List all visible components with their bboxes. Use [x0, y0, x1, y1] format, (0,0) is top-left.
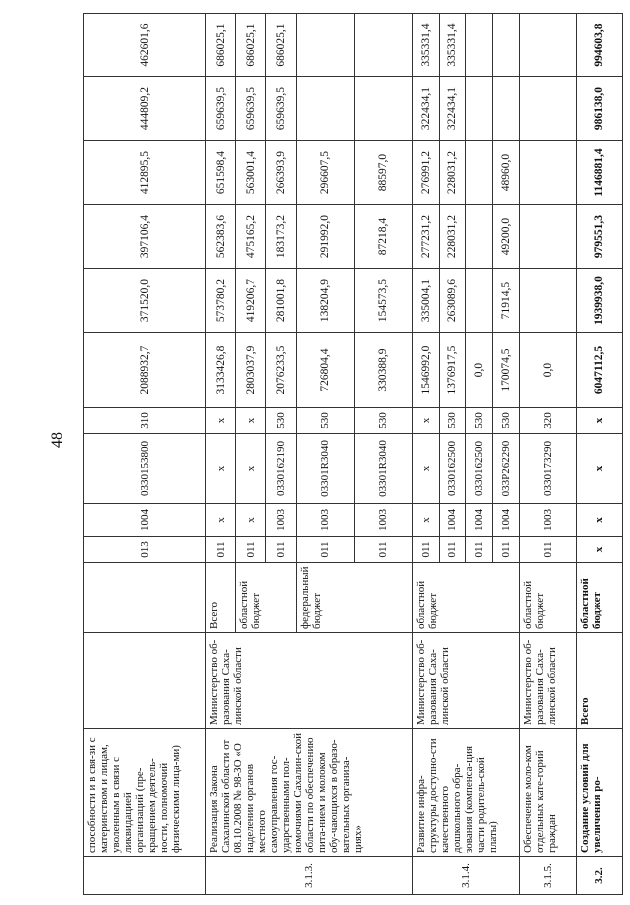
- rzpr-code: 1004: [84, 504, 206, 537]
- grbs-code: 011: [206, 537, 236, 563]
- value-2014: [520, 269, 577, 333]
- value-2015: 277231,2: [412, 205, 439, 269]
- rzpr-code: х: [576, 504, 622, 537]
- csr-code: х: [206, 434, 236, 504]
- value-2016: 1146881,4: [576, 141, 622, 205]
- csr-code: х: [236, 434, 266, 504]
- value-2017: 659639,5: [236, 77, 266, 141]
- rzpr-code: 1003: [266, 504, 296, 537]
- vr-code: х: [206, 408, 236, 434]
- total-value: 1546992,0: [412, 333, 439, 408]
- measure-name: Обеспечение моло-ком отдельных кате-горий граждан: [520, 729, 577, 857]
- rzpr-code: 1004: [439, 504, 466, 537]
- value-2016: 88597,0: [354, 141, 412, 205]
- total-value: 3133426,8: [206, 333, 236, 408]
- csr-code: 0330162500: [466, 434, 493, 504]
- rzpr-code: 1004: [466, 504, 493, 537]
- csr-code: 0330153800: [84, 434, 206, 504]
- value-2015: [520, 205, 577, 269]
- value-2017: [296, 77, 354, 141]
- total-value: 6047112,5: [576, 333, 622, 408]
- table-row: [412, 14, 439, 895]
- value-2014: 573780,2: [206, 269, 236, 333]
- value-2015: 228031,2: [439, 205, 466, 269]
- table-row: [206, 14, 236, 895]
- rzpr-code: х: [412, 504, 439, 537]
- vr-code: 530: [493, 408, 520, 434]
- rzpr-code: 1004: [493, 504, 520, 537]
- executor: Министерство об-разования Саха-линской области: [520, 633, 577, 729]
- measure-name: Реализация Закона Сахалинской области от 08.10.2008 № 98-ЗО «О наделении органов местного самоуправления гос-ударственными пол-номочиями Сахалин-ской области по обеспечению пита-нием и молоком обу-чающихся в образо-вательных организа-циях»: [206, 729, 413, 857]
- rzpr-code: х: [236, 504, 266, 537]
- row-number: 3.2.: [576, 857, 622, 895]
- vr-code: х: [412, 408, 439, 434]
- table-row: [84, 14, 206, 895]
- value-2014: 154573,5: [354, 269, 412, 333]
- value-2016: [466, 141, 493, 205]
- value-2015: 49200,0: [493, 205, 520, 269]
- value-2018: 335331,4: [412, 14, 439, 77]
- value-2017: 986138,0: [576, 77, 622, 141]
- value-2018: 335331,4: [439, 14, 466, 77]
- value-2016: [520, 141, 577, 205]
- total-value: 2076233,5: [266, 333, 296, 408]
- value-2018: 686025,1: [266, 14, 296, 77]
- rotated-budget-table-page: [83, 15, 623, 895]
- value-2016: 266393,9: [266, 141, 296, 205]
- value-2016: 48960,0: [493, 141, 520, 205]
- total-value: 726804,4: [296, 333, 354, 408]
- grbs-code: 011: [466, 537, 493, 563]
- table-row: [576, 14, 622, 895]
- vr-code: 530: [266, 408, 296, 434]
- vr-code: 530: [466, 408, 493, 434]
- funding-source: областной бюджет: [412, 563, 520, 633]
- rzpr-code: х: [206, 504, 236, 537]
- row-number: 3.1.4.: [412, 857, 520, 895]
- csr-code: х: [576, 434, 622, 504]
- executor: Министерство об-разования Саха-линской области: [206, 633, 413, 729]
- value-2018: 994603,8: [576, 14, 622, 77]
- csr-code: 0330173290: [520, 434, 577, 504]
- value-2014: 371520,0: [84, 269, 206, 333]
- value-2018: [466, 14, 493, 77]
- funding-source: [84, 563, 206, 633]
- funding-source: областной бюджет: [520, 563, 577, 633]
- value-2018: [354, 14, 412, 77]
- page-number: 48: [49, 432, 66, 448]
- total-value: 2088932,7: [84, 333, 206, 408]
- csr-code: 03301R3040: [354, 434, 412, 504]
- value-2015: [466, 205, 493, 269]
- value-2014: [466, 269, 493, 333]
- table-row: [520, 14, 577, 895]
- value-2018: [520, 14, 577, 77]
- value-2014: 1939938,0: [576, 269, 622, 333]
- csr-code: 033P262290: [493, 434, 520, 504]
- vr-code: х: [576, 408, 622, 434]
- grbs-code: 011: [236, 537, 266, 563]
- measure-name: Развитие инфра-структуры доступно-сти качественного дошкольного обра-зования (компенса-ция части родитель-ской платы): [412, 729, 520, 857]
- executor: [84, 633, 206, 729]
- total-value: 2803037,9: [236, 333, 266, 408]
- value-2017: 659639,5: [266, 77, 296, 141]
- grbs-code: 011: [296, 537, 354, 563]
- vr-code: 310: [84, 408, 206, 434]
- grbs-code: х: [576, 537, 622, 563]
- value-2016: 563001,4: [236, 141, 266, 205]
- row-number: [84, 857, 206, 895]
- vr-code: 320: [520, 408, 577, 434]
- value-2016: 296607,5: [296, 141, 354, 205]
- value-2017: [520, 77, 577, 141]
- value-2018: [296, 14, 354, 77]
- executor: Министерство об-разования Саха-линской области: [412, 633, 520, 729]
- vr-code: 530: [354, 408, 412, 434]
- total-value: 330388,9: [354, 333, 412, 408]
- value-2017: 659639,5: [206, 77, 236, 141]
- value-2015: 291992,0: [296, 205, 354, 269]
- value-2015: 979551,3: [576, 205, 622, 269]
- value-2015: 87218,4: [354, 205, 412, 269]
- grbs-code: 011: [354, 537, 412, 563]
- value-2017: [466, 77, 493, 141]
- value-2015: 397106,4: [84, 205, 206, 269]
- value-2016: 276991,2: [412, 141, 439, 205]
- csr-code: 03301R3040: [296, 434, 354, 504]
- value-2018: [493, 14, 520, 77]
- csr-code: 0330162500: [439, 434, 466, 504]
- measure-name: Создание условий для увеличения ро-: [576, 729, 622, 857]
- budget-table: [83, 13, 623, 895]
- row-number: 3.1.3.: [206, 857, 413, 895]
- grbs-code: 011: [439, 537, 466, 563]
- vr-code: 530: [296, 408, 354, 434]
- value-2015: 183173,2: [266, 205, 296, 269]
- funding-source: областной бюджет: [236, 563, 296, 633]
- measure-name: способности и в свя-зи с материнством и лицам, уволенным в связи с ликвидацией организаций (пре-кращением деятель-ности, полномочий физическими лица-ми): [84, 729, 206, 857]
- value-2014: 138204,9: [296, 269, 354, 333]
- value-2018: 462601,6: [84, 14, 206, 77]
- rzpr-code: 1003: [354, 504, 412, 537]
- value-2017: 444809,2: [84, 77, 206, 141]
- total-value: 0,0: [466, 333, 493, 408]
- value-2014: 281001,8: [266, 269, 296, 333]
- vr-code: 530: [439, 408, 466, 434]
- value-2018: 686025,1: [236, 14, 266, 77]
- value-2017: 322434,1: [439, 77, 466, 141]
- value-2017: [493, 77, 520, 141]
- executor: Всего: [576, 633, 622, 729]
- funding-source: федеральный бюджет: [296, 563, 412, 633]
- funding-source: областной бюджет: [576, 563, 622, 633]
- value-2014: 263089,6: [439, 269, 466, 333]
- value-2016: 228031,2: [439, 141, 466, 205]
- value-2017: 322434,1: [412, 77, 439, 141]
- rzpr-code: 1003: [520, 504, 577, 537]
- grbs-code: 013: [84, 537, 206, 563]
- value-2016: 651598,4: [206, 141, 236, 205]
- value-2018: 686025,1: [206, 14, 236, 77]
- value-2014: 335004,1: [412, 269, 439, 333]
- value-2015: 475165,2: [236, 205, 266, 269]
- grbs-code: 011: [412, 537, 439, 563]
- total-value: 1376917,5: [439, 333, 466, 408]
- value-2014: 71914,5: [493, 269, 520, 333]
- value-2016: 412895,5: [84, 141, 206, 205]
- total-value: 170074,5: [493, 333, 520, 408]
- rzpr-code: 1003: [296, 504, 354, 537]
- value-2017: [354, 77, 412, 141]
- csr-code: х: [412, 434, 439, 504]
- value-2014: 419206,7: [236, 269, 266, 333]
- row-number: 3.1.5.: [520, 857, 577, 895]
- grbs-code: 011: [520, 537, 577, 563]
- grbs-code: 011: [266, 537, 296, 563]
- total-value: 0,0: [520, 333, 577, 408]
- funding-source: Всего: [206, 563, 236, 633]
- grbs-code: 011: [493, 537, 520, 563]
- csr-code: 0330162190: [266, 434, 296, 504]
- value-2015: 562383,6: [206, 205, 236, 269]
- vr-code: х: [236, 408, 266, 434]
